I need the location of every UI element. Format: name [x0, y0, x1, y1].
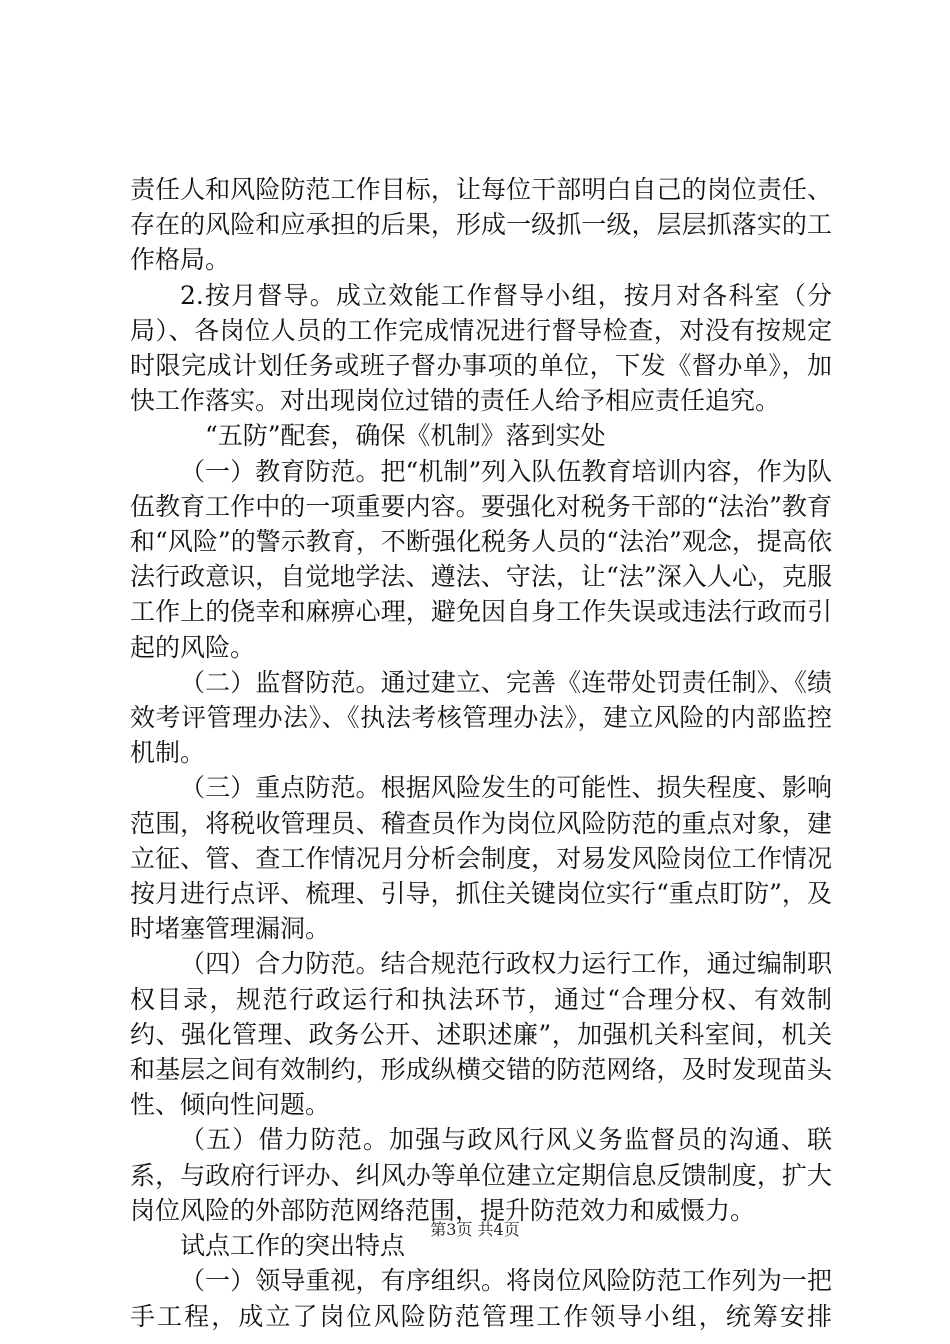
paragraph-key-defense: （三）重点防范。根据风险发生的可能性、损失程度、影响范围，将税收管理员、稽查员作为岗位风险防范的重点对象，建立征、管、查工作情况月分析会制度，对易发风险岗位工作情况按月进行点评、梳理、引导，抓住关键岗位实行“重点盯防”，及时堵塞管理漏洞。	[130, 773, 832, 944]
section-heading-five-defenses: “五防”配套，确保《机制》落到实处	[205, 421, 606, 451]
paragraph-leadership: （一）领导重视，有序组织。将岗位风险防范工作列为一把手工程，成立了岗位风险防范管理工作领导小组，统筹安排	[130, 1266, 832, 1331]
paragraph-joint-defense: （四）合力防范。结合规范行政权力运行工作，通过编制职权目录，规范行政运行和执法环节，通过“合理分权、有效制约、强化管理、政务公开、述职述廉”，加强机关科室间，机关和基层之间有效制约，形成纵横交错的防范网络，及时发现苗头性、倾向性问题。	[130, 949, 832, 1120]
document-body	[130, 172, 832, 1334]
paragraph-supervision-defense: （二）监督防范。通过建立、完善《连带处罚责任制》、《绩效考评管理办法》、《执法考核管理办法》，建立风险的内部监控机制。	[130, 667, 832, 768]
paragraph-continuation: 责任人和风险防范工作目标，让每位干部明白自己的岗位责任、存在的风险和应承担的后果，形成一级抓一级，层层抓落实的工作格局。	[130, 175, 832, 275]
page-footer	[0, 1217, 950, 1240]
page-number-label: 第3页 共4页	[430, 1220, 520, 1239]
paragraph-external-defense: （五）借力防范。加强与政风行风义务监督员的沟通、联系，与政府行评办、纠风办等单位建立定期信息反馈制度，扩大岗位风险的外部防范网络范围，提升防范效力和威慑力。	[130, 1125, 832, 1225]
paragraph-monthly-supervision: 2.按月督导。成立效能工作督导小组，按月对各科室（分局）、各岗位人员的工作完成情况进行督导检查，对没有按规定时限完成计划任务或班子督办事项的单位，下发《督办单》，加快工作落实。对出现岗位过错的责任人给予相应责任追究。	[130, 280, 832, 416]
paragraph-education-defense: （一）教育防范。把“机制”列入队伍教育培训内容，作为队伍教育工作中的一项重要内容。要强化对税务干部的“法治”教育和“风险”的警示教育，不断强化税务人员的“法治”观念，提高依法行政意识，自觉地学法、遵法、守法，让“法”深入人心，克服工作上的侥幸和麻痹心理，避免因自身工作失误或违法行政而引起的风险。	[130, 456, 832, 662]
section-heading-pilot-features: 试点工作的突出特点	[180, 1231, 406, 1261]
